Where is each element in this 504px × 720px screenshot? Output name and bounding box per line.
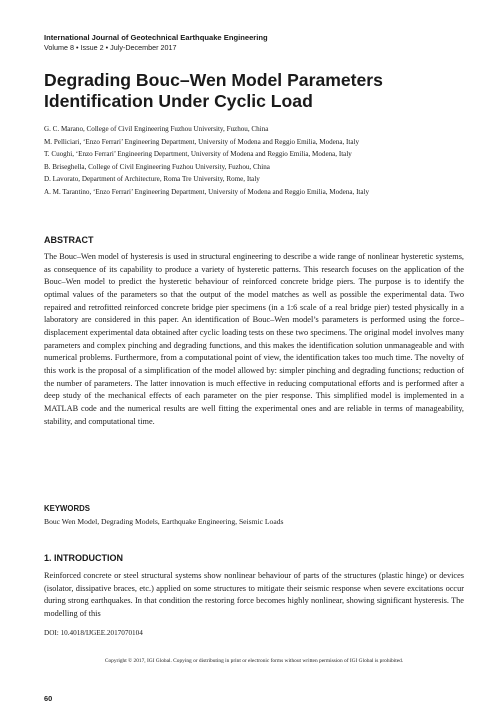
author-affiliation: G. C. Marano, College of Civil Engineering Fuzhou University, Fuzhou, China [44,125,269,133]
introduction-text: Reinforced concrete or steel structural systems show nonlinear behaviour of parts of the structures (plastic hinge) or devices (isolator, dissipative braces, etc.) applied on some structures to mitigate their seismic response when severe excitations occur during strong earthquakes. In that condition the restoring force becomes highly nonlinear, showing significant hysteresis. The modelling of this [44,571,464,618]
author-affiliation: T. Cuoghi, ‘Enzo Ferrari’ Engineering Department, University of Modena and Reggio Emilia, Modena, Italy [44,150,352,159]
abstract-heading: ABSTRACT [44,235,94,245]
copyright-notice: Copyright © 2017, IGI Global. Copying or distributing in print or electronic forms without written permission of IGI Global is prohibited. [104,658,404,664]
keywords-heading: KEYWORDS [44,504,90,513]
author-affiliation: A. M. Tarantino, ‘Enzo Ferrari’ Engineering Department, University of Modena and Reggio Emilia, Modena, Italy [44,187,370,196]
paper-title: Degrading Bouc–Wen Model Parameters Identification Under Cyclic Load [44,70,383,111]
author-affiliation: D. Lavorato, Department of Architecture, Roma Tre University, Rome, Italy [44,175,260,184]
author-list [44,123,464,199]
keywords-text: Bouc Wen Model, Degrading Models, Earthquake Engineering, Seismic Loads [44,517,284,526]
abstract-text: The Bouc–Wen model of hysteresis is used in structural engineering to describe a wide range of nonlinear hysteretic systems, as consequence of its capability to produce a variety of hysteretic patterns. This research focuses on the application of the Bouc–Wen model to predict the hysteretic behaviour of reinforced concrete bridge piers. The purpose is to identify the optimal values of the parameters so that the output of the model matches as well as possible the experimental data. Two repaired and retrofitted reinforced concrete bridge pier specimens (in a 1:6 scale of a real bridge pier) tested physically in a laboratory are considered in this paper. An identification of Bouc–Wen model’s parameters is performed using the force–displacement experimental data obtained after cyclic loading tests on these two specimens. The original model involves many parameters and complex pinching and degrading functions, and this makes the identification solution unmanageable and with numerical problems. Furthermore, from a computational point of view, the identification takes too much time. The novelty of this work is the proposal of a simplification of the model allowed by: simpler pinching and degrading functions; reduction of the number of parameters. The latter innovation is much effective in reducing computational efforts and is performed after a deep study of the mechanical effects of each parameter on the pier response. This simplified model is implemented in a MATLAB code and the numerical results are well fitting the experimental ones and are reliable in terms of manageability, stability, and computational time. [44,252,464,426]
page-number: 60 [44,694,53,703]
journal-issue: Volume 8 • Issue 2 • July-December 2017 [44,43,177,52]
author-affiliation: M. Pelliciari, ‘Enzo Ferrari’ Engineering Department, University of Modena and Reggio Emilia, Modena, Italy [44,137,360,146]
journal-name: International Journal of Geotechnical Earthquake Engineering [44,33,268,42]
author-affiliation: B. Briseghella, College of Civil Engineering Fuzhou University, Fuzhou, China [44,162,270,171]
introduction-heading: 1. INTRODUCTION [44,553,124,563]
doi: DOI: 10.4018/IJGEE.2017070104 [44,629,143,637]
